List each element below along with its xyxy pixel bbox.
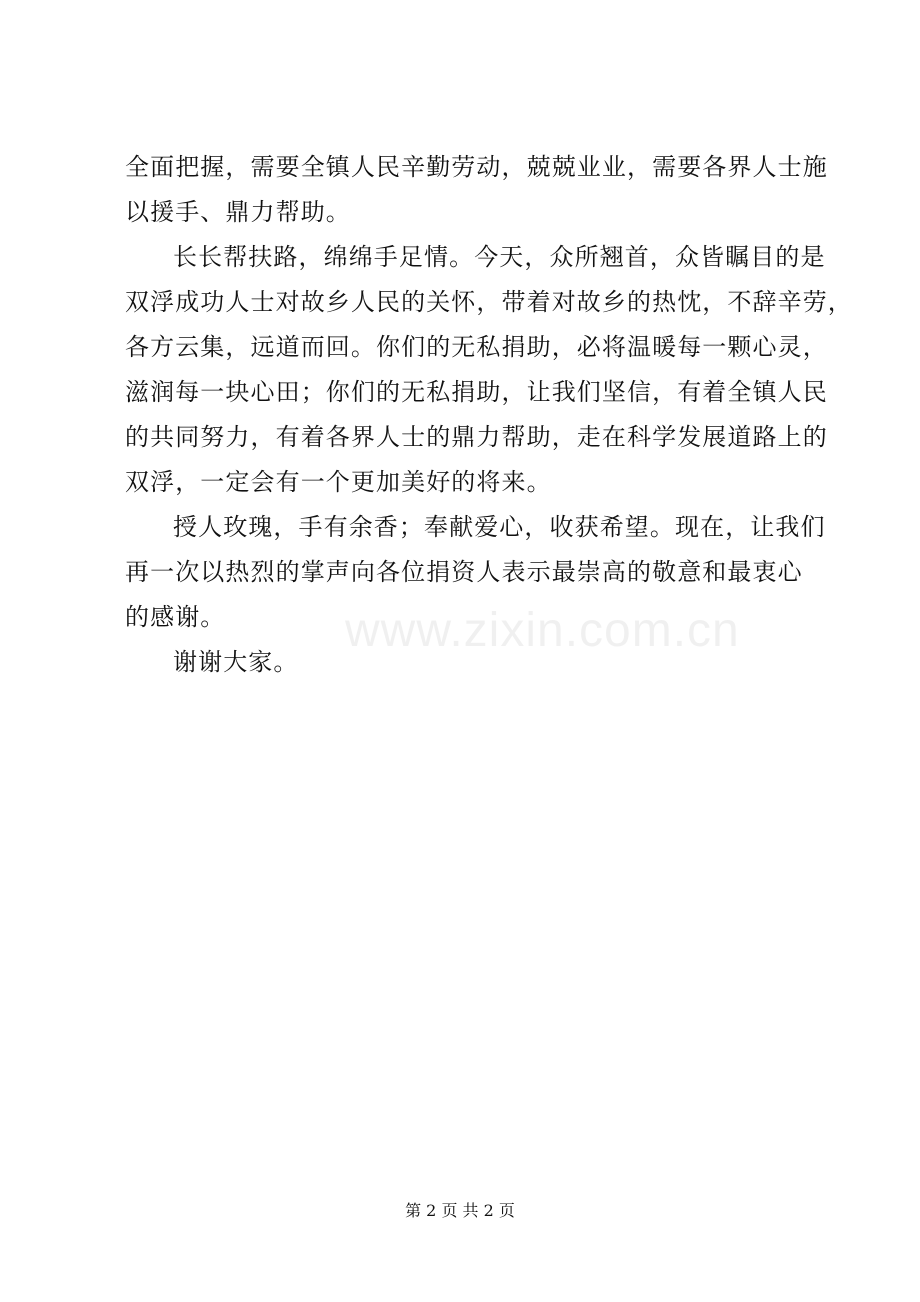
text-line: 的共同努力，有着各界人士的鼎力帮助，走在科学发展道路上的 xyxy=(125,423,828,451)
text-line: 各方云集，远道而回。你们的无私捐助，必将温暖每一颗心灵， xyxy=(125,333,828,361)
paragraph-start-line: 长长帮扶路，绵绵手足情。今天，众所翘首，众皆瞩目的是 xyxy=(173,243,826,271)
text-line: 的感谢。 xyxy=(125,603,226,631)
text-line: 双浮成功人士对故乡人民的关怀，带着对故乡的热忱，不辞辛劳， xyxy=(125,288,853,316)
text-line: 全面把握，需要全镇人民辛勤劳动，兢兢业业，需要各界人士施 xyxy=(125,153,828,181)
text-line: 以援手、鼎力帮助。 xyxy=(125,198,351,226)
text-line: 再一次以热烈的掌声向各位捐资人表示最崇高的敬意和最衷心 xyxy=(125,558,803,586)
text-line: 滋润每一块心田；你们的无私捐助，让我们坚信，有着全镇人民 xyxy=(125,378,828,406)
watermark-text: www.zixin.com.cn xyxy=(345,604,740,657)
text-line: 双浮，一定会有一个更加美好的将来。 xyxy=(125,468,552,496)
page-footer: 第 2 页 共 2 页 xyxy=(405,1201,515,1220)
closing-line: 谢谢大家。 xyxy=(173,648,299,676)
document-body xyxy=(125,145,853,685)
paragraph-start-line: 授人玫瑰，手有余香；奉献爱心，收获希望。现在，让我们 xyxy=(173,513,826,541)
